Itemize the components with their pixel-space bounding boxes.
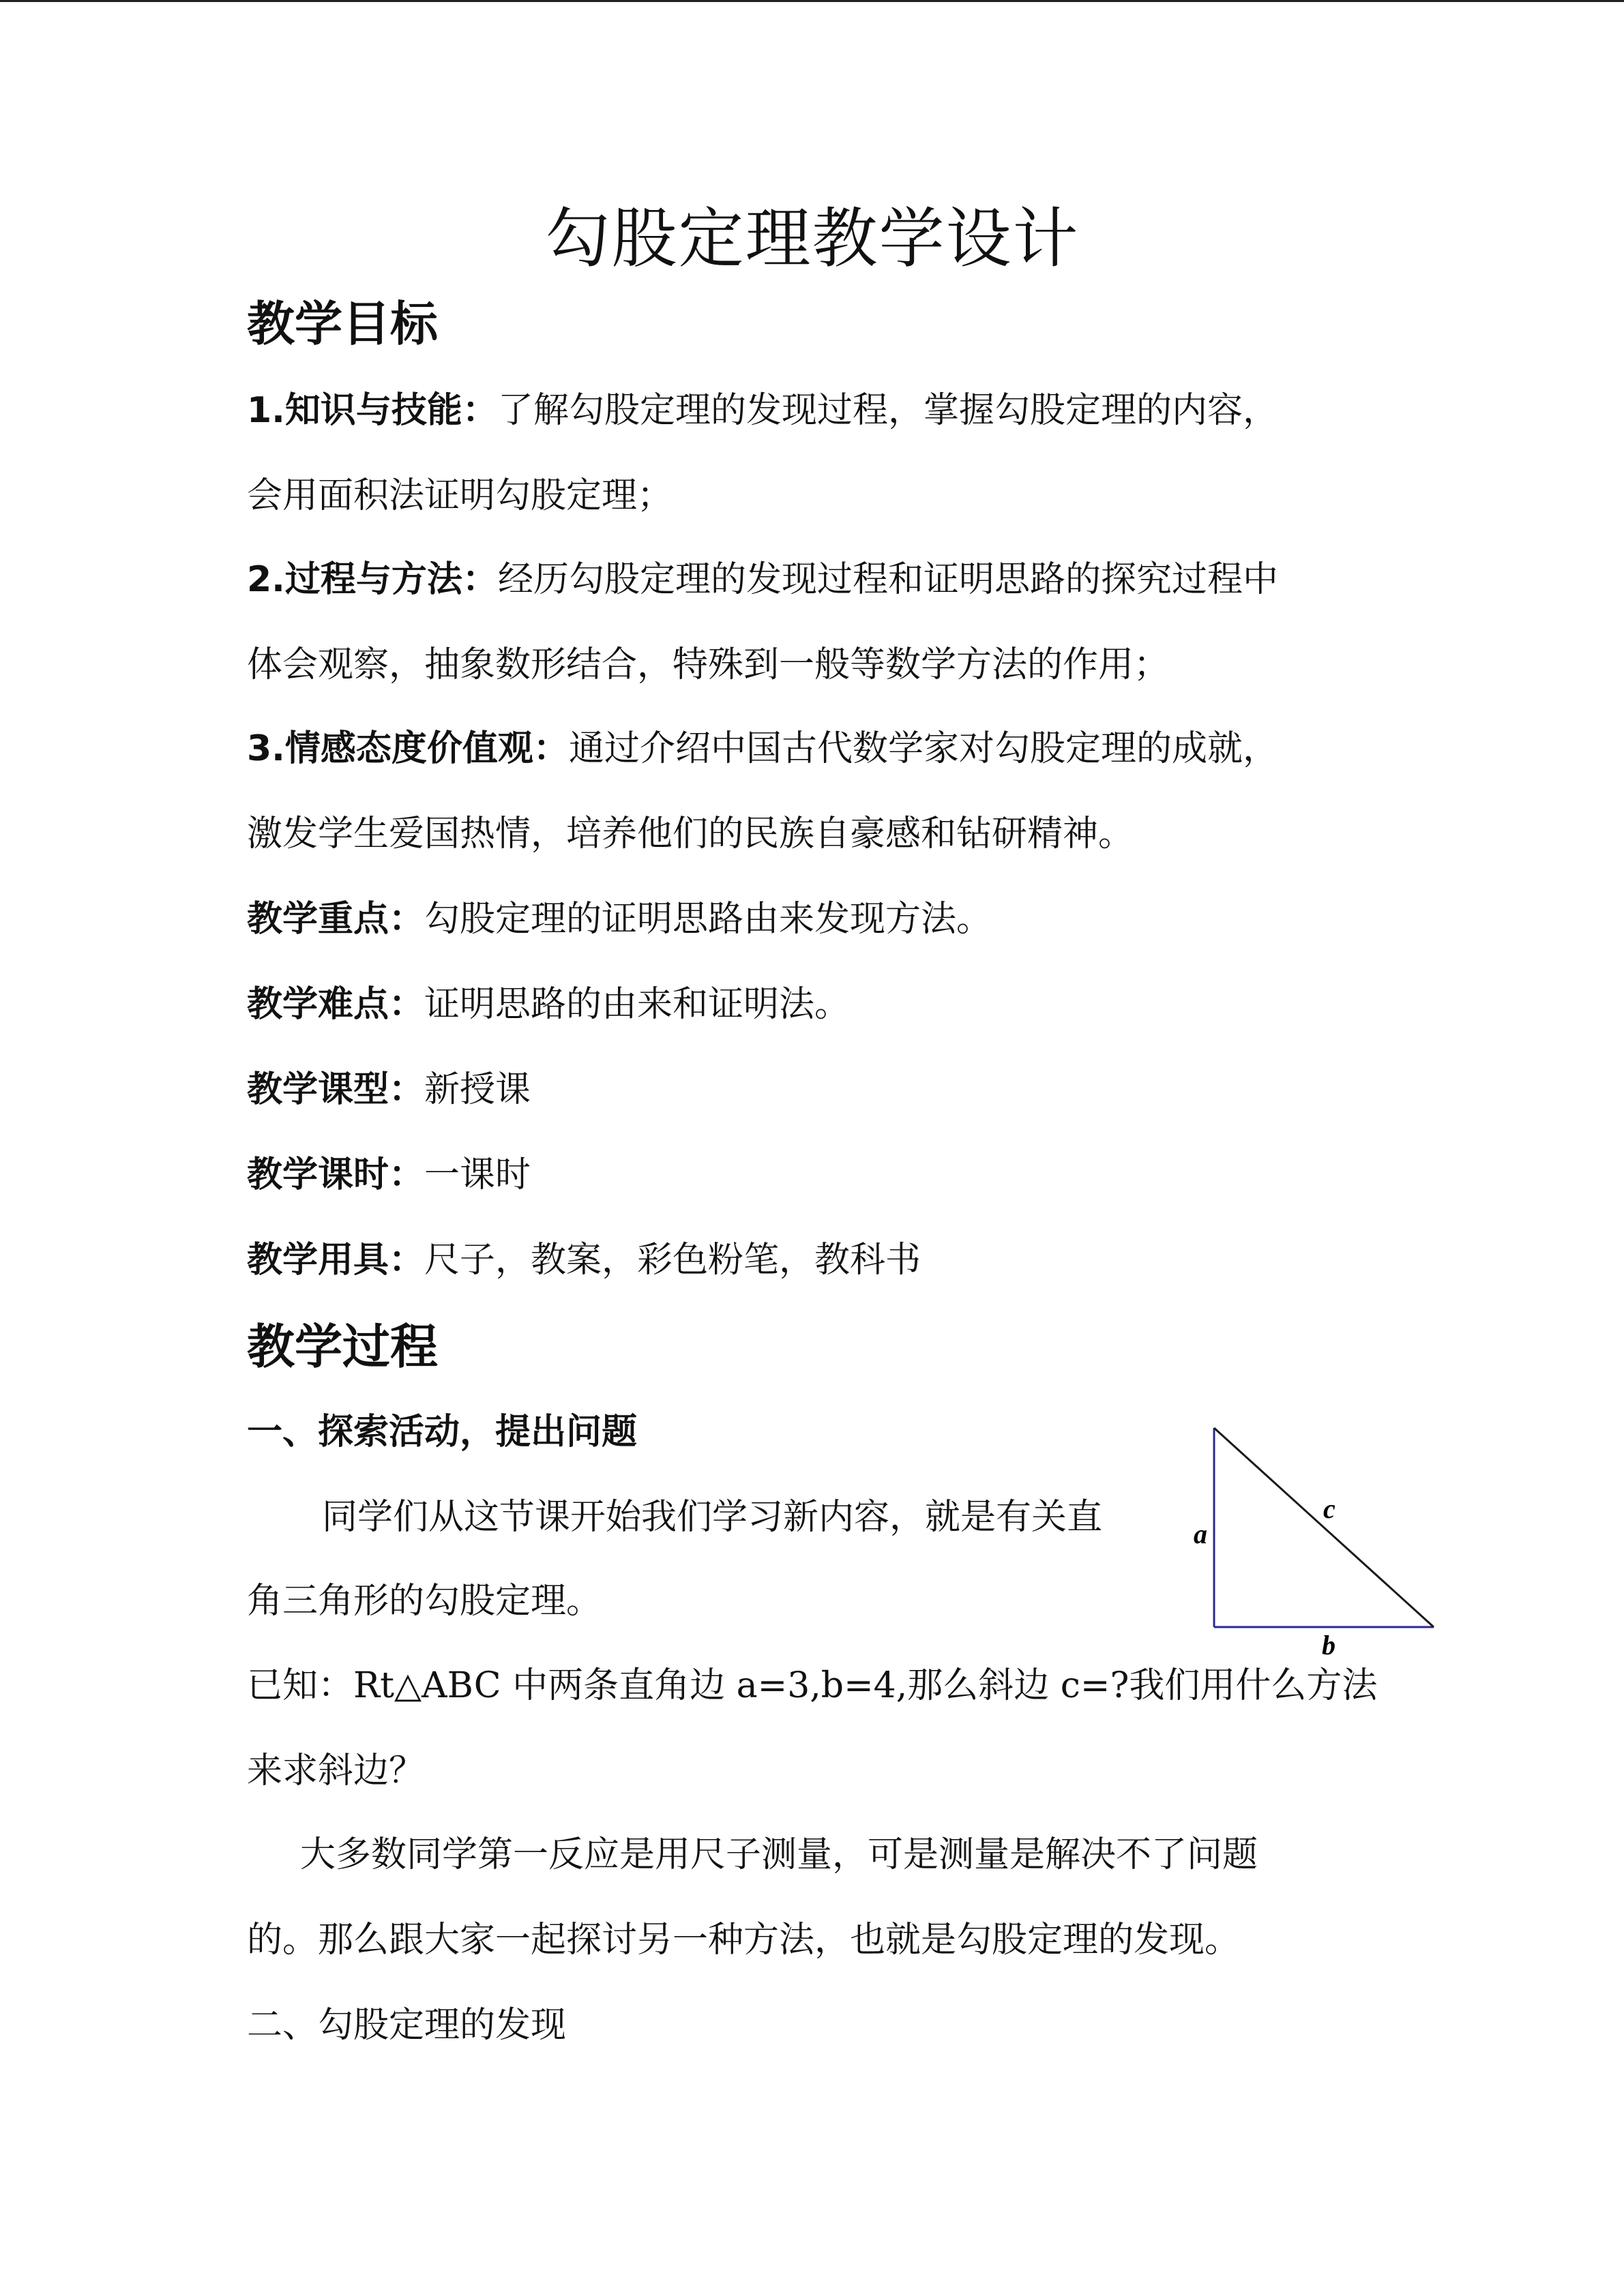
paragraph-3-line-1: 大多数同学第一反应是用尺子测量，可是测量是解决不了问题 (300, 1834, 1258, 1875)
process-label: 2.过程与方法： (247, 559, 498, 600)
class-hours-text: 一课时 (424, 1154, 531, 1195)
key-point-text: 勾股定理的证明思路由来发现方法。 (424, 899, 992, 940)
paragraph-1-line-1: 同学们从这节课开始我们学习新内容，就是有关直 (322, 1497, 1103, 1538)
class-type-label: 教学课型： (247, 1069, 425, 1110)
paragraph-2-line-2: 来求斜边？ (247, 1750, 425, 1791)
emotion-label: 3.情感态度价值观： (247, 728, 569, 769)
right-triangle-figure (1194, 1418, 1453, 1664)
class-type-line (247, 1066, 531, 1114)
paragraph-2-line-1: 已知：Rt△ABC 中两条直角边 a=3,b=4,那么斜边 c=?我们用什么方法 (247, 1665, 1378, 1706)
process-text-2: 体会观察，抽象数形结合，特殊到一般等数学方法的作用； (247, 644, 1170, 685)
knowledge-line-1 (247, 387, 1278, 434)
difficulty-label: 教学难点： (247, 984, 425, 1025)
tools-text: 尺子，教案，彩色粉笔，教科书 (424, 1240, 921, 1281)
subheading-discovery: 二、勾股定理的发现 (247, 2005, 567, 2046)
class-hours-label: 教学课时： (247, 1154, 425, 1195)
knowledge-label: 1.知识与技能： (247, 390, 498, 431)
top-border (0, 0, 1624, 2)
heading-teaching-process: 教学过程 (247, 1319, 438, 1375)
tools-line (247, 1236, 921, 1284)
subheading-explore: 一、探索活动，提出问题 (247, 1412, 638, 1452)
key-point-line (247, 895, 992, 943)
side-c-line (1214, 1428, 1434, 1627)
tools-label: 教学用具： (247, 1240, 425, 1281)
label-c: c (1323, 1493, 1335, 1524)
class-type-text: 新授课 (424, 1069, 531, 1110)
class-hours-line (247, 1151, 531, 1199)
emotion-text-2: 激发学生爱国热情，培养他们的民族自豪感和钻研精神。 (247, 814, 1134, 854)
paragraph-3-line-2: 的。那么跟大家一起探讨另一种方法，也就是勾股定理的发现。 (247, 1920, 1241, 1960)
knowledge-text-1: 了解勾股定理的发现过程，掌握勾股定理的内容， (497, 390, 1278, 431)
emotion-text-1: 通过介绍中国古代数学家对勾股定理的成就， (568, 728, 1278, 769)
emotion-line-1 (247, 725, 1278, 773)
label-b: b (1322, 1630, 1335, 1660)
heading-teaching-goals: 教学目标 (247, 296, 438, 352)
process-text-1: 经历勾股定理的发现过程和证明思路的探究过程中 (497, 559, 1278, 600)
difficulty-line (247, 981, 850, 1028)
page-title: 勾股定理教学设计 (544, 200, 1080, 277)
key-point-label: 教学重点： (247, 899, 425, 940)
difficulty-text: 证明思路的由来和证明法。 (424, 984, 851, 1025)
process-line-1 (247, 556, 1278, 603)
paragraph-1-line-2: 角三角形的勾股定理。 (247, 1581, 602, 1622)
knowledge-text-2: 会用面积法证明勾股定理； (247, 475, 673, 516)
label-a: a (1194, 1519, 1207, 1549)
